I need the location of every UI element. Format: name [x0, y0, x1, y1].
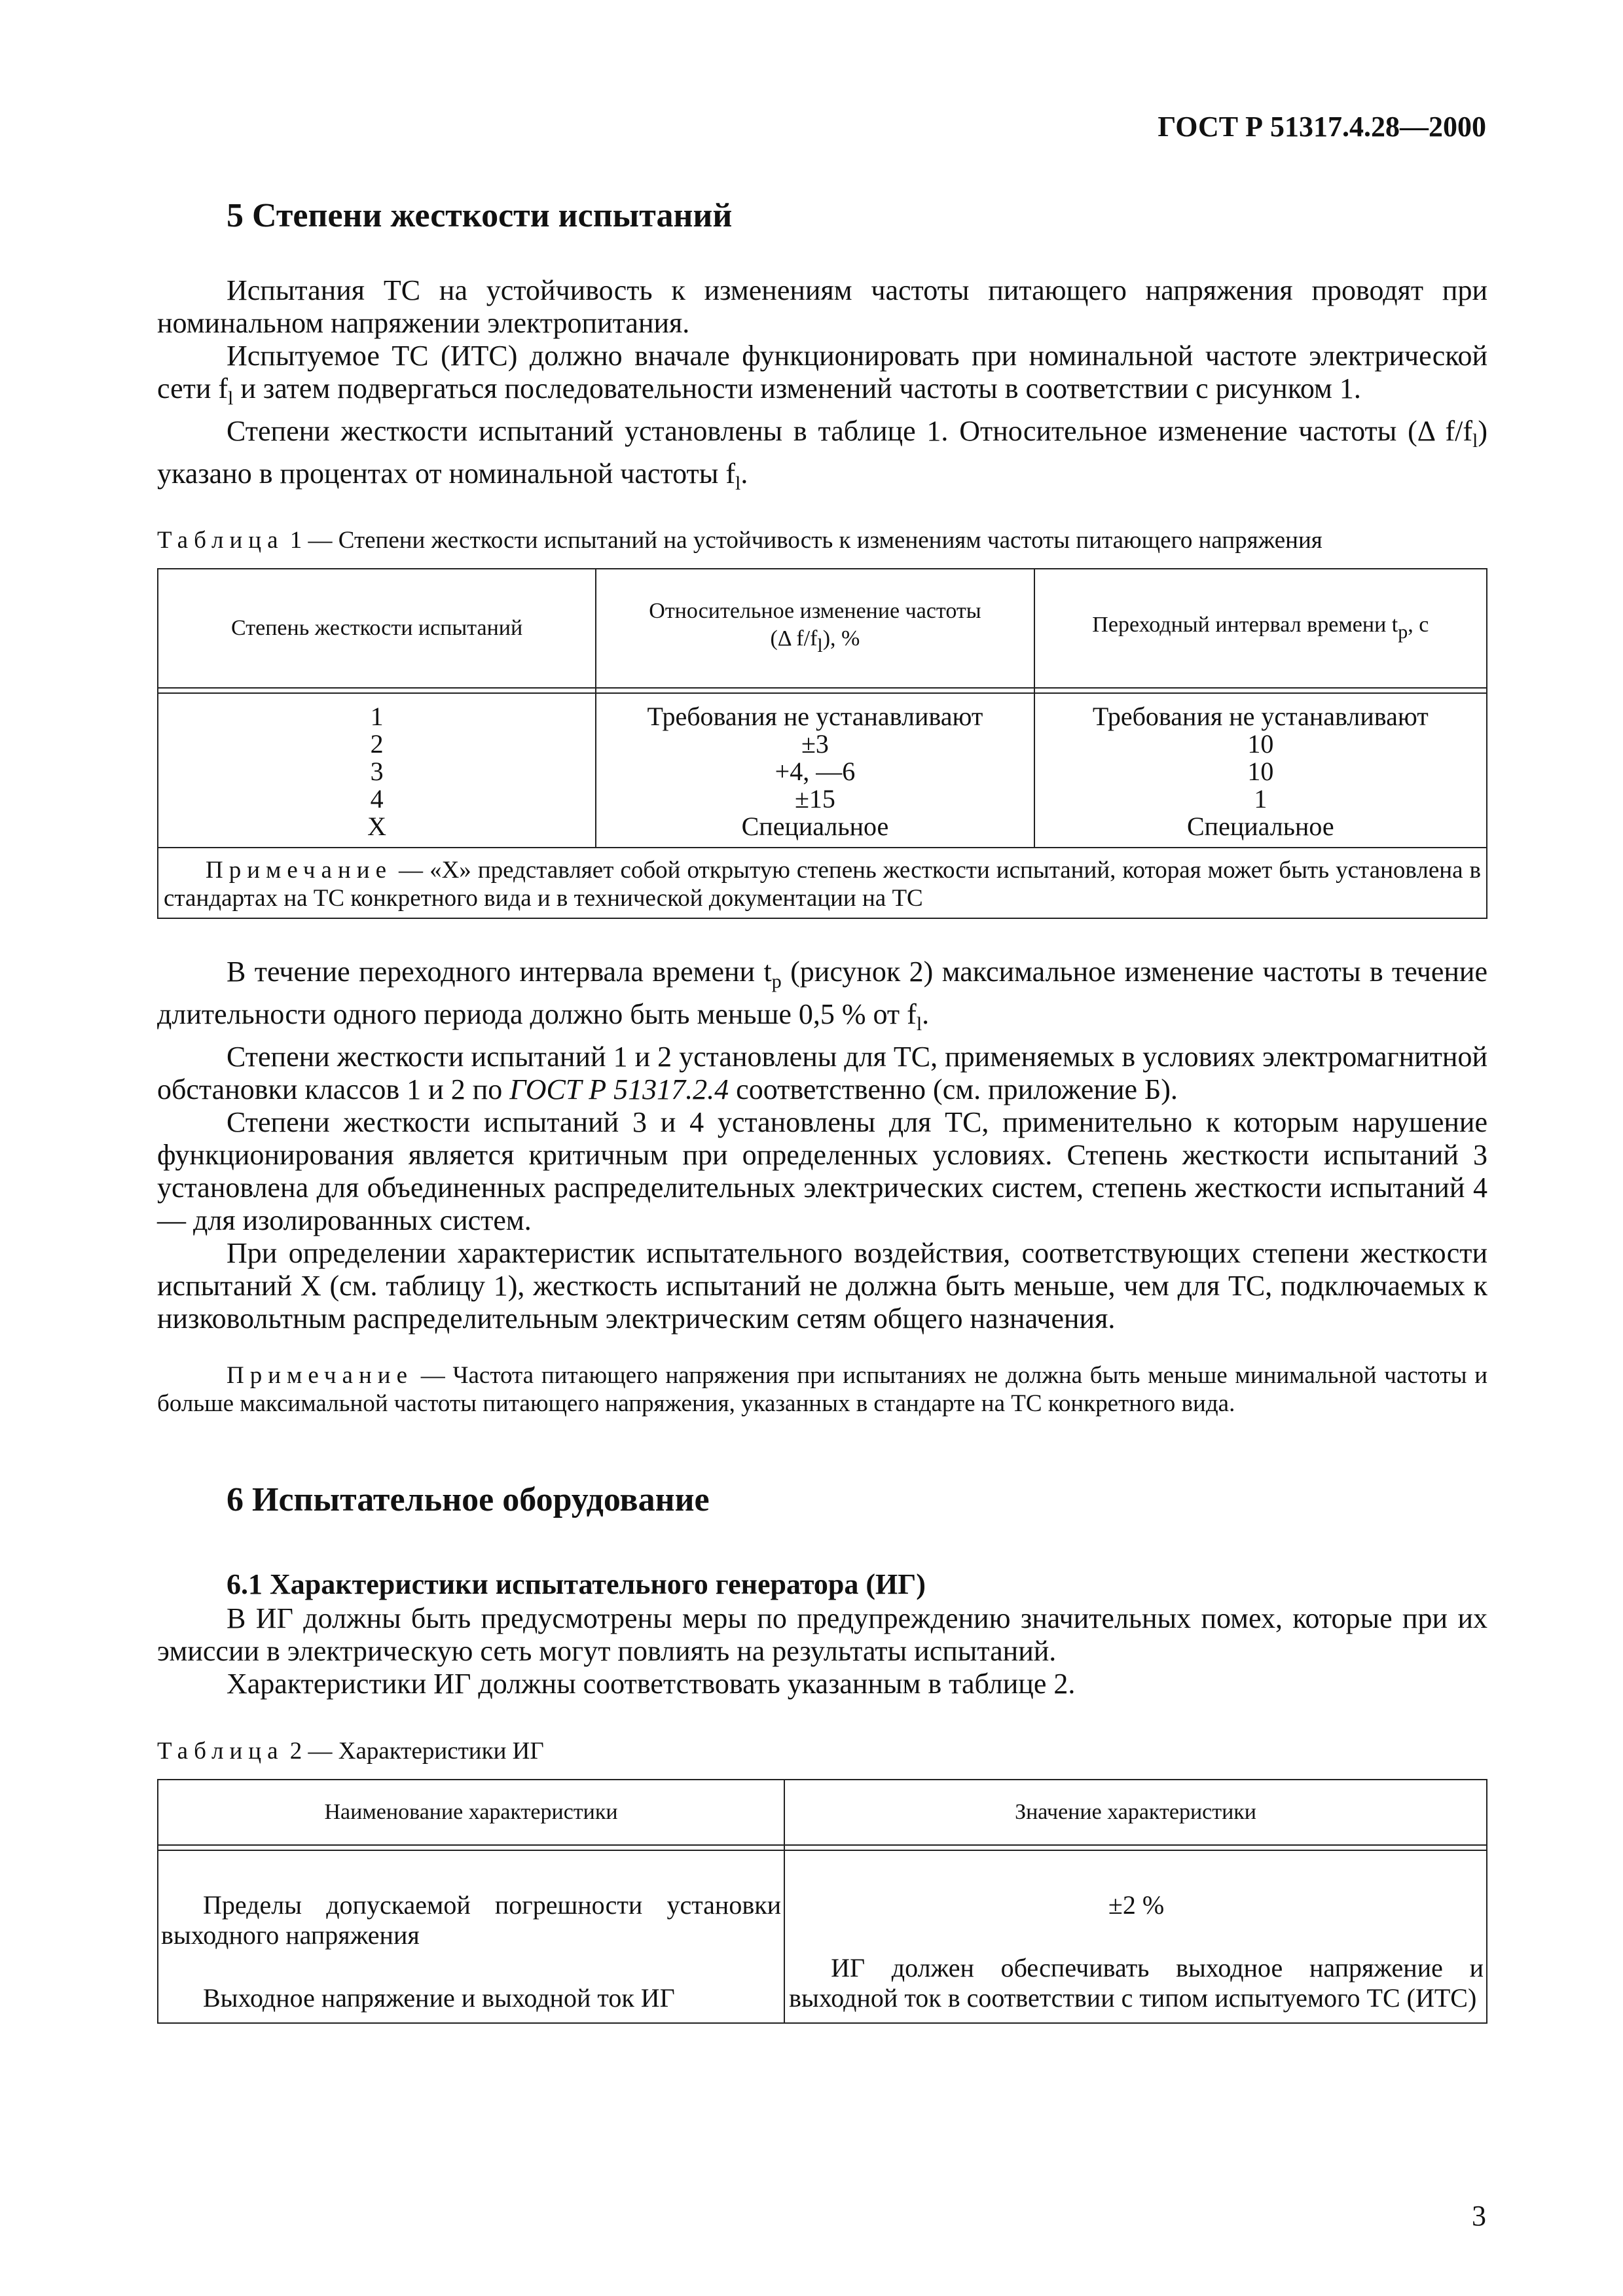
table-1-header-transition-interval — [1034, 569, 1487, 688]
characteristic-name: Пределы допускаемой погрешности установки выходного напряжения — [161, 1890, 782, 1950]
section-6-paragraph-1: В ИГ должны быть предусмотрены меры по предупреждению значительных помех, которые при их эмиссии в электрическую сеть могут повлиять на результаты испытаний. — [157, 1602, 1487, 1667]
subscript: l — [817, 634, 823, 656]
text-run: соответственно (см. приложение Б). — [729, 1073, 1178, 1105]
subscript: p — [1398, 620, 1408, 643]
table-cell-value: 1 — [370, 702, 384, 731]
table-1-note — [158, 848, 1487, 918]
table-1-double-rule — [158, 688, 1487, 693]
section-5-paragraph-3 — [157, 415, 1487, 500]
table-2-header-value: Значение характеристики — [784, 1780, 1487, 1845]
characteristic-value: ИГ должен обеспечивать выходное напряжение и выходной ток в соответствии с типом испытуемого ТС (ИТС) — [789, 1953, 1484, 2013]
text-run: Степени жесткости испытаний 1 и 2 установлены для ТС, применяемых в условиях электромагнитной обстановки классов 1 и 2 по — [157, 1041, 1487, 1105]
rule-cell — [158, 1845, 784, 1850]
rule-cell — [596, 688, 1034, 693]
table-1-header-severity: Степень жесткости испытаний — [158, 569, 596, 688]
subsection-6-1-title: 6.1 Характеристики испытательного генератора (ИГ) — [227, 1568, 926, 1600]
table-cell-value: Требования не устанавливают — [647, 702, 983, 731]
table-cell-value: ±15 — [794, 784, 835, 814]
body-paragraph-4: При определении характеристик испытательного воздействия, соответствующих степени жесткости испытаний X (см. таблицу 1), жесткость испытаний не должна быть меньше, чем для ТС, подключаемых к низковольтным распределительным электрическим сетям общего назначения. — [157, 1237, 1487, 1335]
body-paragraph-1 — [157, 956, 1487, 1041]
table-cell-value: 3 — [370, 757, 384, 786]
text-run: Испытуемое ТС (ИТС) должно вначале функционировать при номинальной частоте электрической сети f — [157, 340, 1487, 404]
table-cell-value: +4, —6 — [775, 757, 856, 786]
characteristic-name: Выходное напряжение и выходной ток ИГ — [203, 1983, 675, 2013]
note-text: — «X» представляет собой открытую степень жесткости испытаний, которая может быть установлена в стандартах на ТС конкретного вида и в технической документации на ТС — [164, 857, 1481, 912]
document-id-header: ГОСТ Р 51317.4.28—2000 — [1158, 111, 1486, 143]
body-note — [157, 1361, 1487, 1418]
text-run: Переходный интервал времени t — [1092, 612, 1398, 637]
caption-label: Таблица — [157, 527, 284, 554]
table-1-interval-column — [1034, 693, 1487, 848]
table-2-header-name: Наименование характеристики — [158, 1780, 784, 1845]
table-1 — [157, 568, 1487, 919]
page-number: 3 — [1472, 2200, 1486, 2232]
table-2-double-rule — [158, 1845, 1487, 1850]
table-1-note-row — [158, 848, 1487, 918]
table-cell-value: 4 — [370, 784, 384, 814]
text-run: , с — [1408, 612, 1429, 637]
subscript: l — [916, 1013, 922, 1035]
header-line: Относительное изменение частоты — [649, 598, 981, 623]
rule-cell — [1034, 688, 1487, 693]
table-2 — [157, 1779, 1487, 2024]
table-2-caption — [157, 1737, 1487, 1766]
header-line — [607, 625, 1023, 660]
table-2-names-column — [158, 1850, 784, 2023]
table-1-header-row — [158, 569, 1487, 688]
note-label: Примечание — [227, 1362, 413, 1389]
rule-cell — [784, 1845, 1487, 1850]
rule-cell — [158, 688, 596, 693]
note-text: — Частота питающего напряжения при испытаниях не должна быть меньше минимальной частоты и больше максимальной частоты питающего напряжения, указанных в стандарте на ТС конкретного вида. — [157, 1362, 1487, 1417]
text-run: ), % — [822, 626, 860, 651]
table-cell-value: 1 — [1254, 784, 1267, 814]
table-2-header-row — [158, 1780, 1487, 1845]
table-1-severity-column — [158, 693, 596, 848]
table-1-header-frequency-change — [596, 569, 1034, 688]
page-content — [157, 183, 1487, 2024]
caption-text: 1 — Степени жесткости испытаний на устойчивость к изменениям частоты питающего напряжения — [283, 527, 1322, 554]
caption-text: 2 — Характеристики ИГ — [283, 1738, 544, 1765]
subscript: p — [771, 971, 782, 992]
subscript: l — [735, 473, 741, 494]
subscript: l — [228, 387, 234, 409]
text-run: (Δ f/f — [770, 626, 818, 651]
text-run: . — [740, 457, 748, 490]
caption-label: Таблица — [157, 1738, 284, 1765]
body-paragraph-2 — [157, 1041, 1487, 1106]
text-run: Степени жесткости испытаний установлены в таблице 1. Относительное изменение частоты (Δ f/f — [227, 415, 1472, 447]
text-run: и затем подвергаться последовательности изменений частоты в соответствии с рисунком 1. — [233, 372, 1361, 404]
standard-reference: ГОСТ Р 51317.2.4 — [509, 1073, 729, 1105]
table-cell-value: ±3 — [801, 729, 829, 759]
section-6-title: 6 Испытательное оборудование — [227, 1481, 710, 1518]
text-run: (рисунок 2) максимальное изменение частоты в течение длительности одного периода должно быть меньше 0,5 % от f — [157, 956, 1487, 1030]
text-run: В течение переходного интервала времени t — [227, 956, 772, 988]
table-cell-value: Специальное — [1187, 812, 1334, 841]
section-5-paragraph-1: Испытания ТС на устойчивость к изменениям частоты питающего напряжения проводят при номинальном напряжении электропитания. — [157, 274, 1487, 339]
table-2-body-row — [158, 1850, 1487, 2023]
table-cell-value: Требования не устанавливают — [1092, 702, 1429, 731]
table-cell-value: 10 — [1247, 757, 1274, 786]
section-5-paragraph-2 — [157, 340, 1487, 415]
table-1-caption — [157, 526, 1487, 555]
text-run: . — [922, 998, 930, 1030]
table-cell-value: X — [367, 812, 387, 841]
body-paragraph-3: Степени жесткости испытаний 3 и 4 установлены для ТС, применительно к которым нарушение функционирования является критичным при определенных условиях. Степень жесткости испытаний 3 установлена для объединенных распределительных электрических систем, степень жесткости испытаний 4 — для изолированных систем. — [157, 1106, 1487, 1236]
table-cell-value: 2 — [370, 729, 384, 759]
table-1-data-row — [158, 693, 1487, 848]
table-1-frequency-column — [596, 693, 1034, 848]
section-5-title: 5 Степени жесткости испытаний — [227, 197, 733, 234]
table-cell-value: Специальное — [741, 812, 889, 841]
table-cell-value: 10 — [1247, 729, 1274, 759]
characteristic-value: ±2 % — [1108, 1890, 1165, 1920]
text-run: ) указано в процентах от номинальной частоты f — [157, 415, 1487, 490]
subscript: l — [1472, 430, 1478, 452]
note-label: Примечание — [206, 857, 392, 884]
table-2-values-column — [784, 1850, 1487, 2023]
section-6-paragraph-2: Характеристики ИГ должны соответствовать указанным в таблице 2. — [227, 1668, 1076, 1700]
